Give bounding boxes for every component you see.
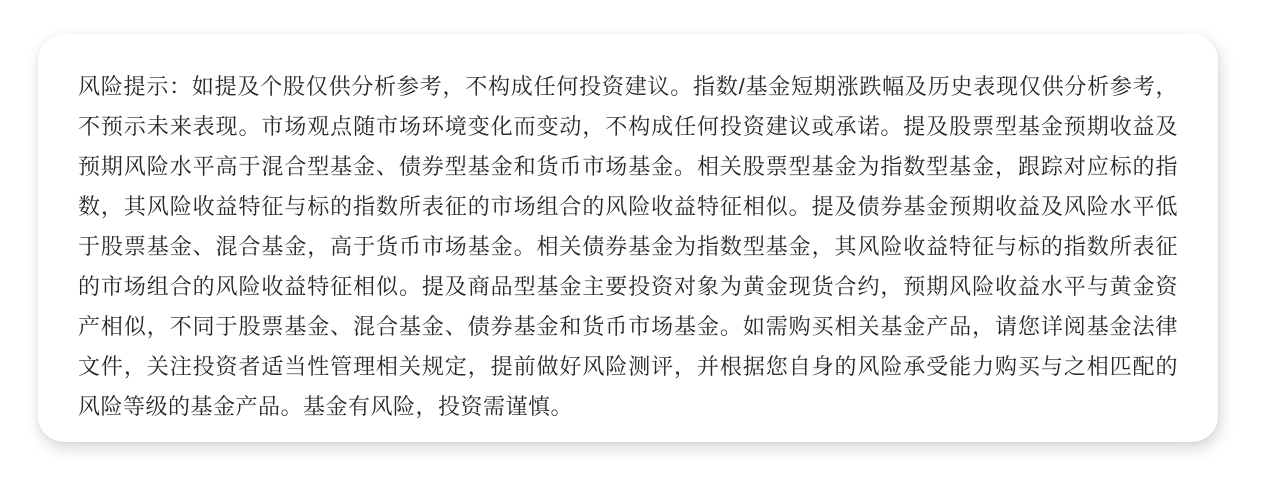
risk-disclaimer-text: 风险提示：如提及个股仅供分析参考，不构成任何投资建议。指数/基金短期涨跌幅及历史表现仅供分析参考，不预示未来表现。市场观点随市场环境变化而变动，不构成任何投资建议或承诺。提及股票型基金预期收益及预期风险水平高于混合型基金、债券型基金和货币市场基金。相关股票型基金为指数型基金，跟踪对应标的指数，其风险收益特征与标的指数所表征的市场组合的风险收益特征相似。提及债券基金预期收益及风险水平低于股票基金、混合基金，高于货币市场基金。相关债券基金为指数型基金，其风险收益特征与标的指数所表征的市场组合的风险收益特征相似。提及商品型基金主要投资对象为黄金现货合约，预期风险收益水平与黄金资产相似，不同于股票基金、混合基金、债券基金和货币市场基金。如需购买相关基金产品，请您详阅基金法律文件，关注投资者适当性管理相关规定，提前做好风险测评，并根据您自身的风险承受能力购买与之相匹配的风险等级的基金产品。基金有风险，投资需谨慎。 <box>78 74 1178 419</box>
risk-disclaimer-card <box>38 34 1218 442</box>
